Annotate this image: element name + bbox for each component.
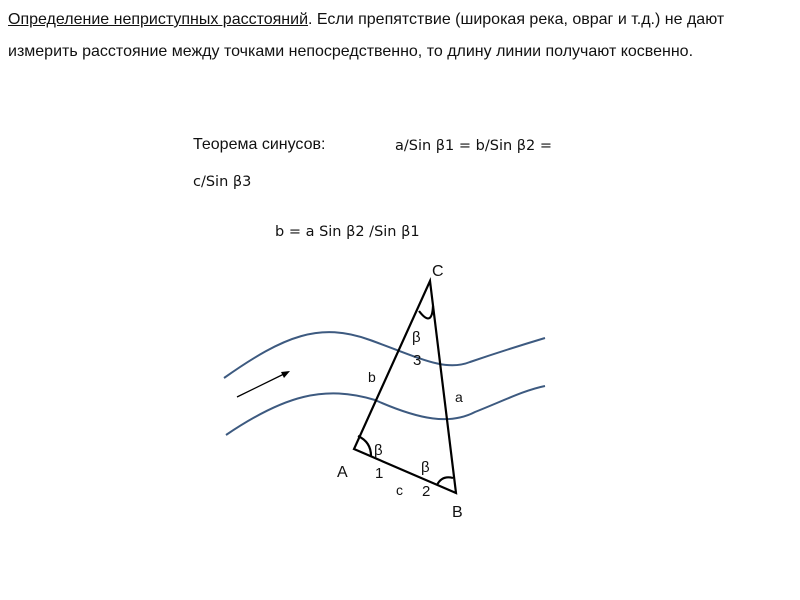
angle-beta3-index: 3 (413, 352, 422, 369)
river-lower-bank (226, 386, 545, 435)
angle-beta2-index: 2 (422, 483, 431, 500)
angle-beta3-symbol: β (412, 329, 421, 346)
vertex-c-label: C (432, 263, 444, 280)
angle-beta1-symbol: β (374, 442, 383, 459)
side-b-label: b (368, 369, 376, 385)
side-c-label: c (396, 482, 403, 498)
theorem-formula-part1: a/Sin β1 = b/Sin β2 = (395, 138, 553, 154)
angle-arc-c (419, 306, 433, 318)
vertex-b-label: B (452, 504, 463, 521)
theorem-formula-part2: c/Sin β3 (193, 174, 252, 190)
angle-beta1-index: 1 (375, 465, 384, 482)
intro-title: Определение неприступных расстояний (8, 11, 309, 28)
triangle-abc (354, 281, 456, 493)
derived-formula: b = a Sin β2 /Sin β1 (275, 224, 420, 240)
angle-beta2-symbol: β (421, 459, 430, 476)
angle-arc-b (437, 477, 453, 485)
theorem-label: Теорема синусов: (193, 136, 326, 153)
flow-arrowhead-icon (281, 371, 290, 378)
intro-body: . Если препятствие (широкая река, овраг и т.д.) не дают измерить расстояние между точками непосредственно, то длину линии получают косвенно. (8, 11, 725, 60)
river-upper-bank (224, 332, 545, 378)
flow-arrow-icon (237, 373, 286, 397)
side-a-label: a (455, 389, 463, 405)
vertex-a-label: A (337, 464, 348, 481)
